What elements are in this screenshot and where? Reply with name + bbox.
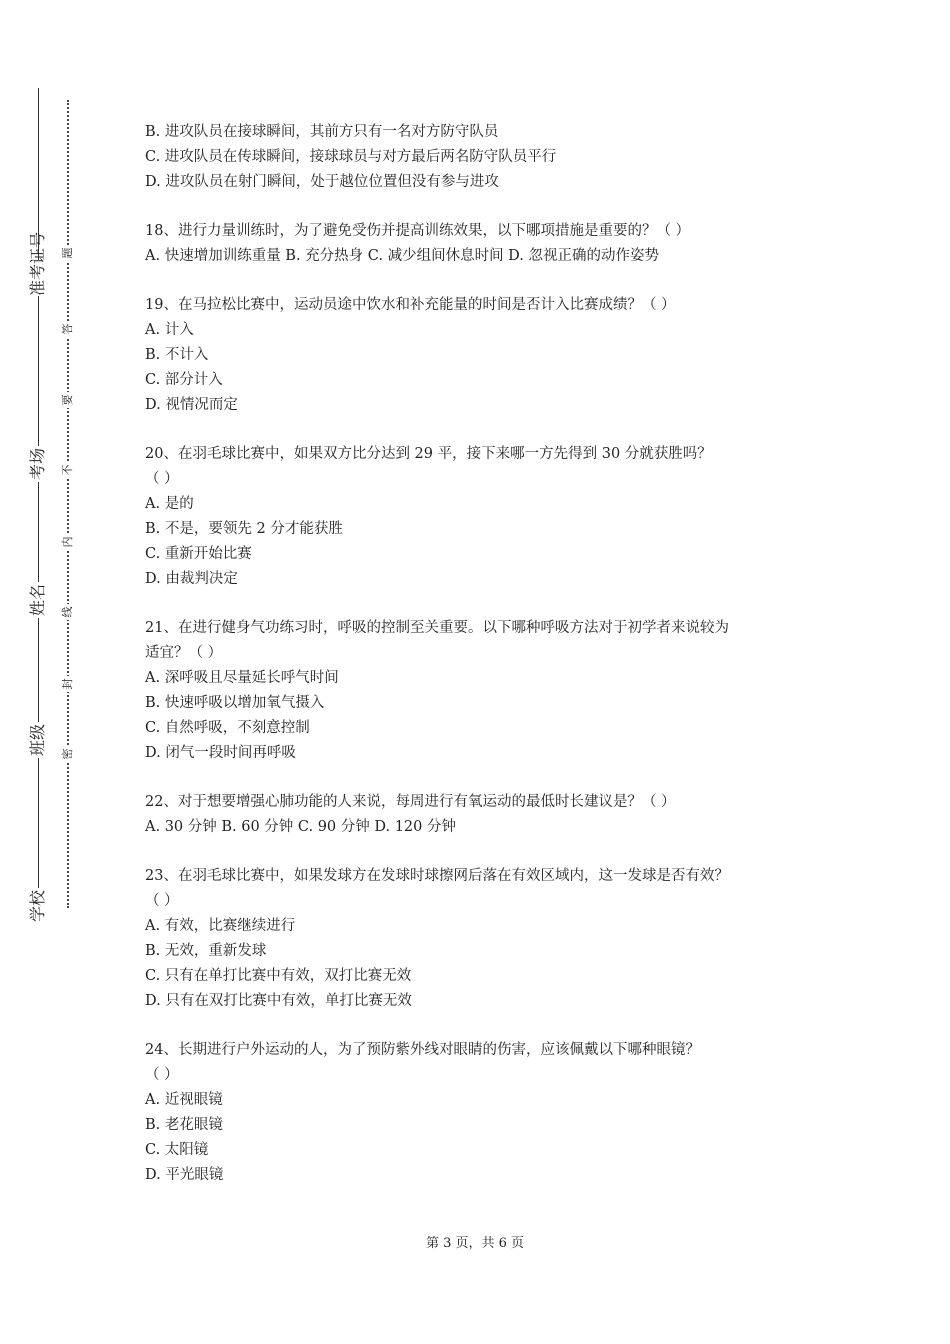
option-line: A. 计入 xyxy=(145,322,194,338)
option-line: D. 由裁判决定 xyxy=(145,571,238,587)
option-line: D. 进攻队员在射门瞬间，处于越位位置但没有参与进攻 xyxy=(145,174,499,190)
seal-char: 要 xyxy=(62,392,74,408)
option-line: B. 进攻队员在接球瞬间，其前方只有一名对方防守队员 xyxy=(145,124,499,140)
seal-char: 线 xyxy=(62,604,74,620)
question-23 xyxy=(145,864,825,1014)
margin-label-school: 学校 xyxy=(28,890,47,923)
question-stem: 19、在马拉松比赛中，运动员途中饮水和补充能量的时间是否计入比赛成绩？（ ） xyxy=(145,297,676,313)
question-list xyxy=(145,120,825,1188)
question-stem: （ ） xyxy=(145,471,179,487)
question-continuation xyxy=(145,120,825,195)
seal-char: 内 xyxy=(62,534,74,550)
binding-solid-line xyxy=(38,88,39,918)
question-24 xyxy=(145,1038,825,1188)
seal-char: 密 xyxy=(62,746,74,762)
option-line: B. 无效，重新发球 xyxy=(145,943,267,959)
margin-label-name: 姓名 xyxy=(28,584,47,617)
question-stem: 23、在羽毛球比赛中，如果发球方在发球时球擦网后落在有效区域内，这一发球是否有效？ xyxy=(145,868,729,884)
option-line: A. 是的 xyxy=(145,496,194,512)
seal-char: 不 xyxy=(62,462,74,478)
page-number: 第 3 页，共 6 页 xyxy=(425,1236,525,1251)
option-line: C. 太阳镜 xyxy=(145,1142,209,1158)
question-20 xyxy=(145,442,825,592)
option-line: A. 30 分钟 B. 60 分钟 C. 90 分钟 D. 120 分钟 xyxy=(145,819,456,835)
option-line: A. 深呼吸且尽量延长呼气时间 xyxy=(145,670,339,686)
question-21 xyxy=(145,616,825,766)
seal-char: 封 xyxy=(62,676,74,692)
question-stem: 22、对于想要增强心肺功能的人来说，每周进行有氧运动的最低时长建议是？（ ） xyxy=(145,794,676,810)
option-line: C. 只有在单打比赛中有效，双打比赛无效 xyxy=(145,968,412,984)
option-line: D. 视情况而定 xyxy=(145,397,238,413)
question-stem: 21、在进行健身气功练习时，呼吸的控制至关重要。以下哪种呼吸方法对于初学者来说较为 xyxy=(145,620,729,636)
question-22 xyxy=(145,790,825,840)
binding-dotted-line xyxy=(67,100,69,908)
option-line: B. 快速呼吸以增加氧气摄入 xyxy=(145,695,325,711)
seal-char: 答 xyxy=(62,321,74,337)
option-line: C. 部分计入 xyxy=(145,372,223,388)
question-stem: 适宜？（ ） xyxy=(145,645,223,661)
seal-char: 题 xyxy=(62,245,74,261)
option-line: A. 快速增加训练重量 B. 充分热身 C. 减少组间休息时间 D. 忽视正确的动作姿势 xyxy=(145,248,660,264)
question-stem: （ ） xyxy=(145,893,179,909)
option-line: D. 闭气一段时间再呼吸 xyxy=(145,745,296,761)
option-line: B. 不计入 xyxy=(145,347,209,363)
margin-label-exam-id: 准考证号 xyxy=(28,231,47,296)
question-19 xyxy=(145,293,825,418)
option-line: C. 重新开始比赛 xyxy=(145,546,252,562)
option-line: A. 近视眼镜 xyxy=(145,1092,223,1108)
option-line: C. 进攻队员在传球瞬间，接球球员与对方最后两名防守队员平行 xyxy=(145,149,557,165)
option-line: D. 只有在双打比赛中有效，单打比赛无效 xyxy=(145,993,412,1009)
question-stem: （ ） xyxy=(145,1067,179,1083)
option-line: B. 不是，要领先 2 分才能获胜 xyxy=(145,521,343,537)
margin-label-exam-room: 考场 xyxy=(28,448,47,481)
option-line: C. 自然呼吸，不刻意控制 xyxy=(145,720,310,736)
margin-label-class: 班级 xyxy=(28,724,47,757)
option-line: A. 有效，比赛继续进行 xyxy=(145,918,296,934)
option-line: D. 平光眼镜 xyxy=(145,1167,224,1183)
question-stem: 24、长期进行户外运动的人，为了预防紫外线对眼睛的伤害，应该佩戴以下哪种眼镜？ xyxy=(145,1042,700,1058)
question-stem: 20、在羽毛球比赛中，如果双方比分达到 29 平，接下来哪一方先得到 30 分就获胜吗？ xyxy=(145,446,712,462)
question-18 xyxy=(145,219,825,269)
option-line: B. 老花眼镜 xyxy=(145,1117,223,1133)
question-stem: 18、进行力量训练时，为了避免受伤并提高训练效果，以下哪项措施是重要的？（ ） xyxy=(145,223,691,239)
